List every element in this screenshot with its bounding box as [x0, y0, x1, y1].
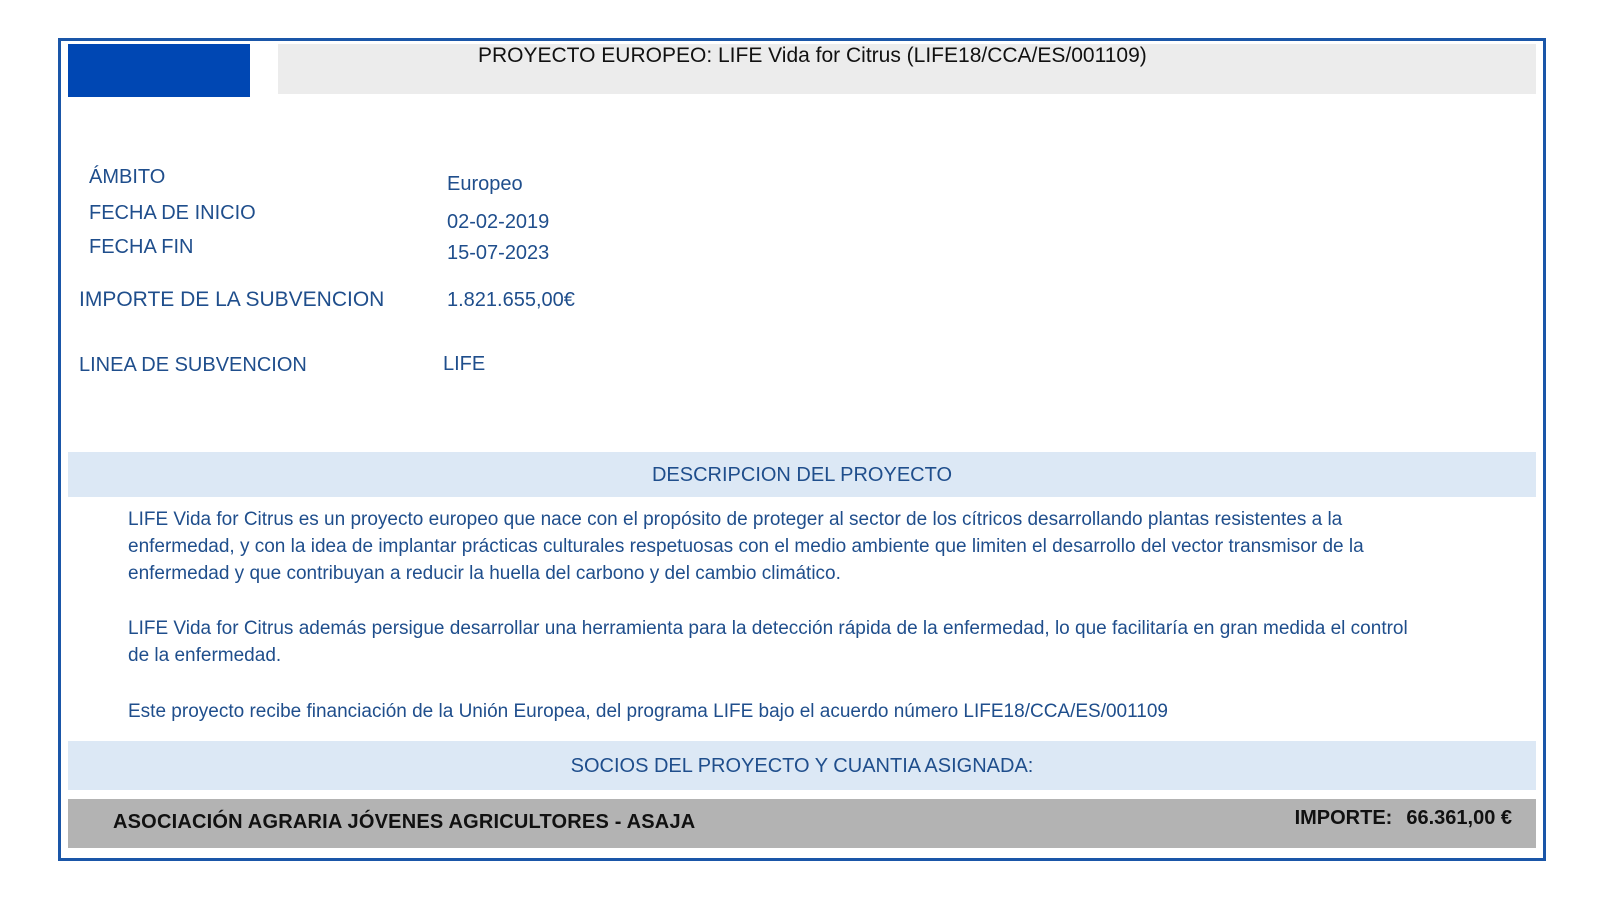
importe-label: IMPORTE DE LA SUBVENCION: [79, 288, 385, 311]
description-heading: DESCRIPCION DEL PROYECTO: [68, 452, 1536, 497]
description-paragraph-1: LIFE Vida for Citrus es un proyecto europeo que nace con el propósito de proteger al sector de los cítricos desarrollando plantas resistentes a la enfermedad, y con la idea de implantar prácticas culturales respetuosas con el medio ambiente que limiten el desarrollo del vector transmisor de la enfermedad y que contribuyan a reducir la huella del carbono y del cambio climático.: [128, 509, 1364, 584]
partner-name: ASOCIACIÓN AGRARIA JÓVENES AGRICULTORES - ASAJA: [113, 811, 696, 833]
partner-amount: [1295, 807, 1512, 830]
linea-value: LIFE: [443, 353, 486, 375]
description-paragraph-3: Este proyecto recibe financiación de la Unión Europea, del programa LIFE bajo el acuerdo número LIFE18/CCA/ES/001109: [128, 701, 1168, 722]
linea-label: LINEA DE SUBVENCION: [79, 354, 307, 376]
fecha-fin-label: FECHA FIN: [89, 236, 194, 258]
fecha-fin-value: 15-07-2023: [447, 242, 550, 264]
document-frame: [58, 38, 1546, 861]
partner-amount-label: IMPORTE:: [1294, 807, 1393, 829]
ambito-value: Europeo: [447, 173, 523, 195]
title-bar: [278, 44, 1536, 94]
partner-row: [68, 799, 1536, 848]
description-paragraph-2: LIFE Vida for Citrus además persigue desarrollar una herramienta para la detección rápida de la enfermedad, lo que facilitaría en gran medida el control de la enfermedad.: [128, 618, 1408, 666]
importe-value: 1.821.655,00€: [447, 289, 575, 311]
partners-heading: SOCIOS DEL PROYECTO Y CUANTIA ASIGNADA:: [68, 741, 1536, 790]
logo-block: [68, 44, 250, 97]
fecha-inicio-value: 02-02-2019: [447, 211, 550, 233]
partner-amount-value: 66.361,00 €: [1406, 807, 1512, 829]
ambito-label: ÁMBITO: [89, 166, 166, 188]
fecha-inicio-label: FECHA DE INICIO: [89, 202, 256, 224]
page-title: PROYECTO EUROPEO: LIFE Vida for Citrus (LIFE18/CCA/ES/001109): [478, 44, 1147, 67]
